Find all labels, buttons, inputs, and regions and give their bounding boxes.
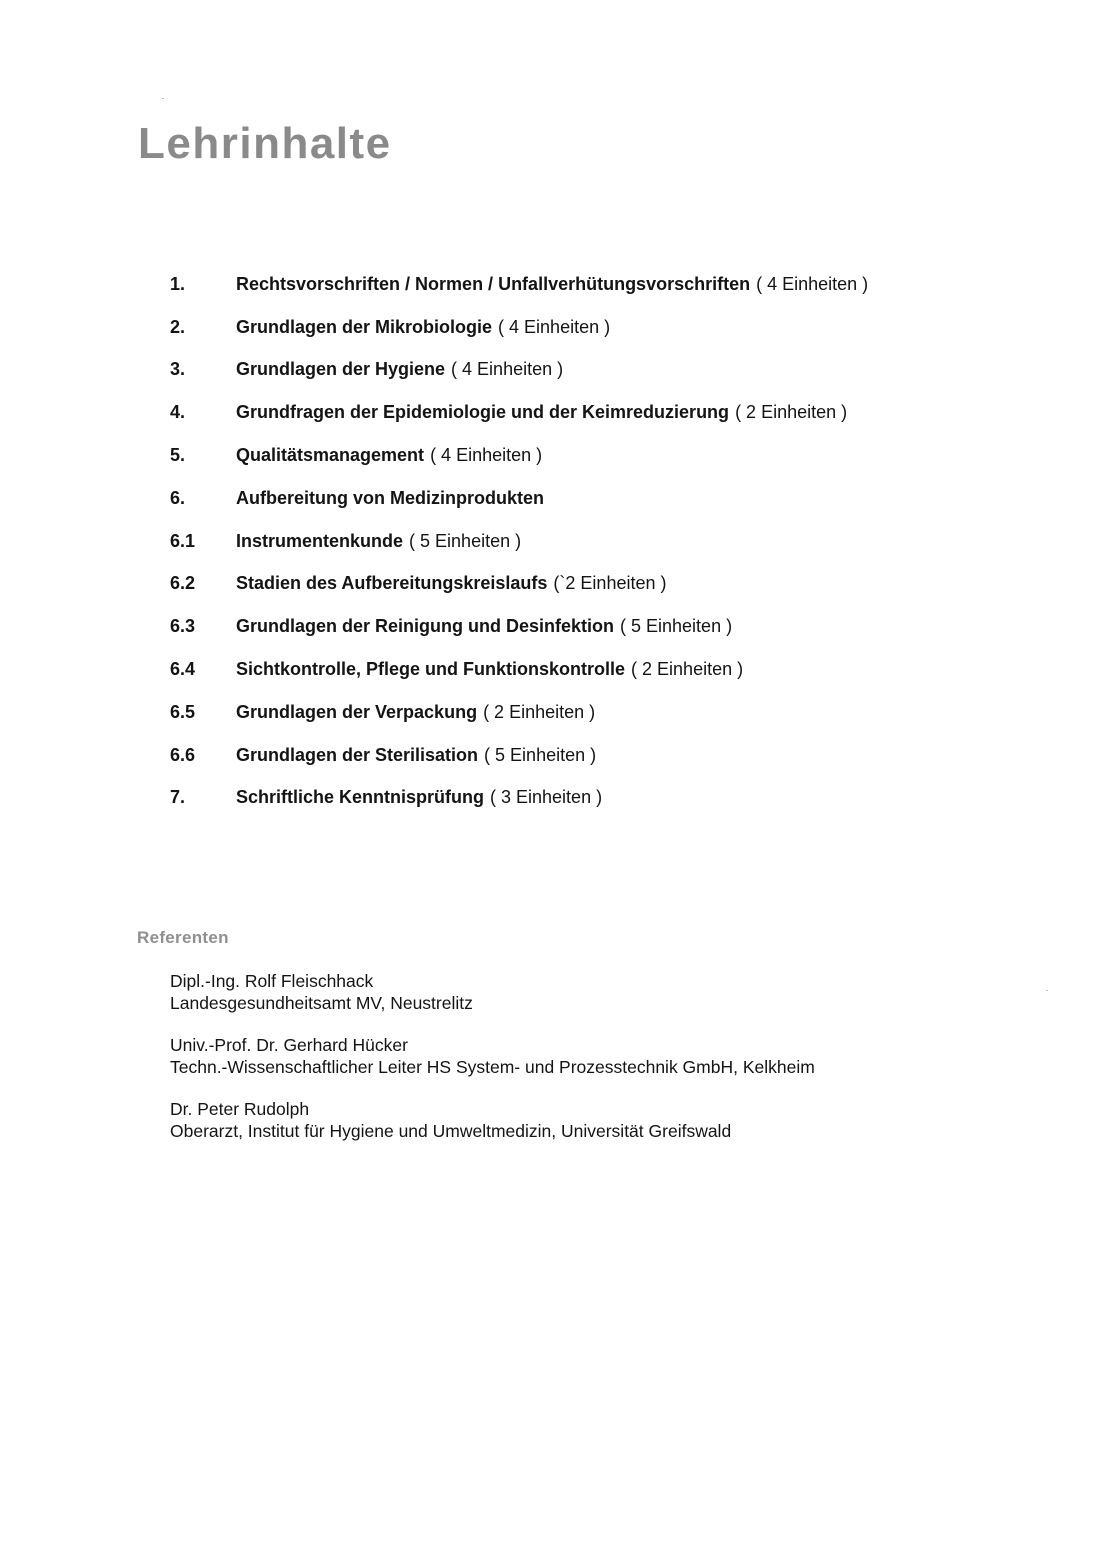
item-title: Instrumentenkunde — [236, 530, 404, 551]
speaker-entry — [170, 1099, 815, 1142]
item-number: 6.2 — [170, 573, 196, 594]
list-item — [170, 263, 868, 306]
item-title: Grundlagen der Sterilisation — [236, 744, 479, 765]
speaker-affiliation: Techn.-Wissenschaftlicher Leiter HS System- und Prozesstechnik GmbH, Kelkheim — [170, 1056, 815, 1077]
item-units: ( 4 Einheiten ) — [498, 316, 611, 337]
item-number: 2. — [170, 316, 186, 337]
speaker-list — [170, 971, 815, 1163]
speaker-entry — [170, 1035, 815, 1078]
item-units: ( 5 Einheiten ) — [620, 616, 733, 637]
list-item — [170, 434, 868, 477]
list-item — [170, 391, 868, 434]
list-item — [170, 605, 868, 648]
item-title: Grundlagen der Reinigung und Desinfektion — [236, 616, 615, 637]
item-units: ( 5 Einheiten ) — [484, 744, 597, 765]
item-title: Grundlagen der Mikrobiologie — [236, 316, 493, 337]
speaker-name: Dr. Peter Rudolph — [170, 1099, 310, 1119]
item-title: Rechtsvorschriften / Normen / Unfallverhütungsvorschriften — [236, 273, 751, 294]
item-number: 6.4 — [170, 659, 196, 680]
scan-speck — [1046, 990, 1048, 991]
item-number: 1. — [170, 273, 186, 294]
item-number: 7. — [170, 787, 186, 808]
scan-speck — [162, 98, 164, 99]
list-item — [170, 734, 868, 777]
page-title: Lehrinhalte — [138, 119, 392, 168]
item-number: 6.5 — [170, 701, 196, 722]
item-units: ( 2 Einheiten ) — [631, 659, 744, 680]
item-units: (`2 Einheiten ) — [553, 573, 667, 594]
list-item — [170, 777, 868, 820]
item-number: 5. — [170, 445, 186, 466]
speaker-name: Dipl.-Ing. Rolf Fleischhack — [170, 971, 374, 991]
list-item — [170, 648, 868, 691]
item-number: 6. — [170, 487, 186, 508]
item-number: 6.3 — [170, 616, 196, 637]
item-units: ( 5 Einheiten ) — [409, 530, 522, 551]
course-content-list — [170, 263, 868, 819]
list-item — [170, 691, 868, 734]
item-number: 6.1 — [170, 530, 196, 551]
list-item — [170, 349, 868, 392]
speaker-affiliation: Landesgesundheitsamt MV, Neustrelitz — [170, 992, 473, 1013]
list-item — [170, 477, 868, 520]
item-units: ( 4 Einheiten ) — [451, 359, 564, 380]
list-item — [170, 563, 868, 606]
item-title: Grundfragen der Epidemiologie und der Keimreduzierung — [236, 402, 730, 423]
list-item — [170, 306, 868, 349]
speaker-affiliation: Oberarzt, Institut für Hygiene und Umweltmedizin, Universität Greifswald — [170, 1120, 732, 1141]
item-units: ( 3 Einheiten ) — [490, 787, 603, 808]
section-heading-referenten: Referenten — [137, 928, 229, 947]
item-units: ( 4 Einheiten ) — [756, 273, 869, 294]
item-title: Grundlagen der Hygiene — [236, 359, 446, 380]
item-title: Aufbereitung von Medizinprodukten — [236, 487, 544, 508]
item-title: Grundlagen der Verpackung — [236, 701, 478, 722]
item-units: ( 4 Einheiten ) — [430, 445, 543, 466]
item-title: Stadien des Aufbereitungskreislaufs — [236, 573, 548, 594]
item-title: Sichtkontrolle, Pflege und Funktionskontrolle — [236, 659, 626, 680]
item-number: 3. — [170, 359, 186, 380]
item-units: ( 2 Einheiten ) — [483, 701, 596, 722]
list-item — [170, 520, 868, 563]
item-number: 6.6 — [170, 744, 196, 765]
item-number: 4. — [170, 402, 186, 423]
speaker-entry — [170, 971, 815, 1014]
speaker-name: Univ.-Prof. Dr. Gerhard Hücker — [170, 1035, 408, 1055]
item-title: Schriftliche Kenntnisprüfung — [236, 787, 485, 808]
item-title: Qualitätsmanagement — [236, 445, 425, 466]
item-units: ( 2 Einheiten ) — [735, 402, 848, 423]
